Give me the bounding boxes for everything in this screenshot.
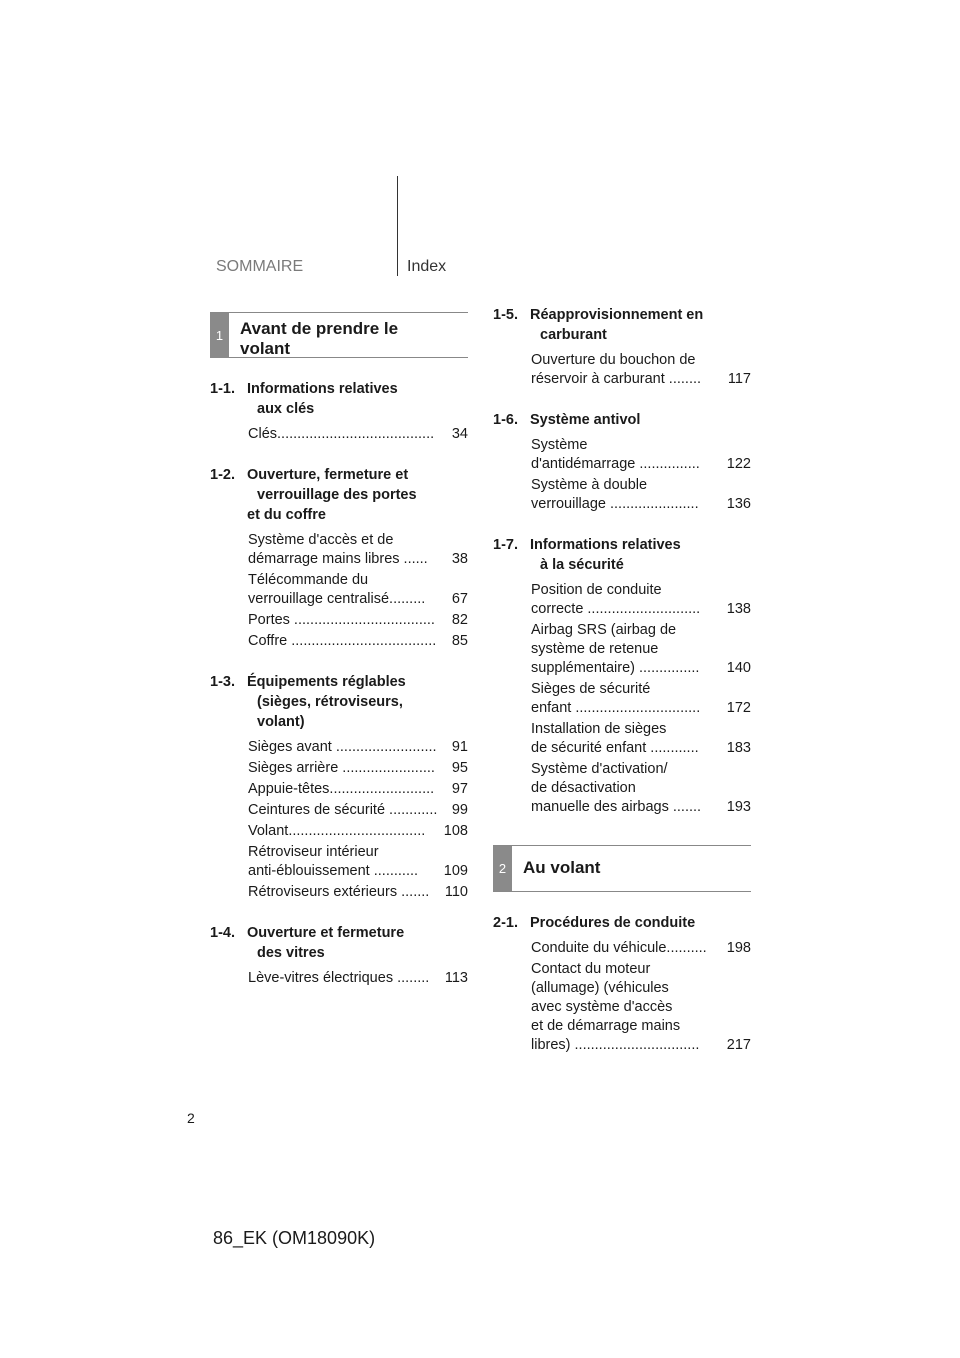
entry-label: Portes ................................... [248,612,435,628]
toc-entry[interactable] [248,425,468,444]
section-1-7 [493,535,751,817]
entry-page-number: 67 [451,591,468,607]
section-title: Réapprovisionnement en [530,307,704,323]
entry-page-number: 138 [726,601,751,617]
section-heading [493,535,751,575]
entry-label: Clés....................................... [248,426,435,442]
chapter-2-header[interactable] [493,845,751,892]
entry-page-number: 198 [726,940,751,956]
section-number: 1-5. [493,307,518,323]
toc-entry[interactable] [531,939,751,958]
entry-page-number: 34 [451,426,468,442]
toc-entry[interactable] [248,571,468,609]
toc-entry[interactable] [531,960,751,1055]
entry-page-number: 108 [443,823,468,839]
section-number: 1-3. [210,674,235,690]
section-1-4 [210,923,468,988]
entry-label: Position de conduite correcte ............................ [531,582,701,617]
entry-page-number: 172 [726,700,751,716]
section-title-cont: (sièges, rétroviseurs, [257,694,403,710]
entry-label: Système d'accès et de démarrage mains libres ...... [248,532,428,567]
entry-page-number: 97 [451,781,468,797]
entry-page-number: 122 [726,456,751,472]
toc-entry[interactable] [248,822,468,841]
sommaire-link[interactable]: SOMMAIRE [216,258,304,275]
section-title: Système antivol [530,412,641,428]
toc-entry[interactable] [248,780,468,799]
entry-label: Rétroviseur intérieur anti-éblouissement ........... [248,844,419,879]
section-number: 1-7. [493,537,518,553]
section-title: Procédures de conduite [530,915,696,931]
toc-entry[interactable] [248,759,468,778]
entry-label: Système d'antidémarrage ............... [531,437,700,472]
entry-label: Coffre .................................... [248,633,437,649]
toc-entry[interactable] [248,531,468,569]
section-title: Informations relatives [247,381,398,397]
entry-label: Volant.................................. [248,823,426,839]
toc-right-column [493,305,751,1057]
entry-label: Lève-vitres électriques ........ [248,970,430,986]
section-title: Informations relatives [530,537,681,553]
entry-label: Conduite du véhicule.......... [531,940,707,956]
chapter-1-header[interactable] [210,312,468,358]
page-number: 2 [187,1110,195,1126]
document-code: 86_EK (OM18090K) [213,1228,376,1248]
section-1-6 [493,410,751,514]
entry-label: Installation de sièges de sécurité enfant ............ [531,721,699,756]
entry-page-number: 140 [726,660,751,676]
section-heading [493,913,751,933]
entry-label: Appuie-têtes.......................... [248,781,435,797]
toc-entry[interactable] [531,621,751,678]
toc-entry[interactable] [248,843,468,881]
section-1-1 [210,379,468,444]
entry-label: Système d'activation/ de désactivation manuelle des airbags ....... [531,761,702,815]
section-heading [210,379,468,419]
toc-entry[interactable] [531,680,751,718]
toc-entry[interactable] [248,632,468,651]
entry-label: Sièges de sécurité enfant ............................... [531,681,701,716]
toc-entry[interactable] [531,476,751,514]
section-title: Équipements réglables [247,674,406,690]
toc-entry[interactable] [248,801,468,820]
section-title-cont: à la sécurité [540,557,624,573]
toc-entry[interactable] [248,738,468,757]
section-1-3 [210,672,468,902]
toc-entry[interactable] [248,969,468,988]
section-number: 1-2. [210,467,235,483]
section-title-cont: carburant [540,327,607,343]
entry-page-number: 82 [451,612,468,628]
section-heading [210,672,468,732]
entry-page-number: 99 [451,802,468,818]
toc-entry[interactable] [531,720,751,758]
toc-entry[interactable] [248,611,468,630]
section-2-1 [493,913,751,1055]
toc-entry[interactable] [531,760,751,817]
section-heading [210,465,468,525]
toc-entry[interactable] [248,883,468,902]
entry-label: Ceintures de sécurité ............ [248,802,438,818]
section-1-2 [210,465,468,651]
entry-page-number: 183 [726,740,751,756]
section-title-cont: verrouillage des portes [257,487,417,503]
section-heading [493,305,751,345]
index-link[interactable]: Index [407,258,447,275]
entry-page-number: 217 [726,1037,751,1053]
section-heading [210,923,468,963]
section-title: Ouverture et fermeture [247,925,405,941]
toc-left-column [210,305,468,990]
entry-label: Sièges avant ......................... [248,739,437,755]
entry-label: Ouverture du bouchon de réservoir à carburant ........ [531,352,702,387]
entry-page-number: 109 [443,863,468,879]
entry-label: Contact du moteur (allumage) (véhicules avec système d'accès et de démarrage mains libres) ............................... [531,961,700,1053]
section-number: 2-1. [493,915,518,931]
section-title-cont: des vitres [257,945,325,961]
chapter-title: Au volant [523,858,601,877]
toc-entry[interactable] [531,581,751,619]
toc-entry[interactable] [531,436,751,474]
section-title-cont: aux clés [257,401,315,417]
section-number: 1-1. [210,381,235,397]
entry-page-number: 110 [444,884,468,900]
section-number: 1-4. [210,925,235,941]
entry-page-number: 91 [451,739,468,755]
entry-label: Rétroviseurs extérieurs ....... [248,884,430,900]
chapter-tab: 1 [210,313,229,358]
entry-page-number: 117 [727,371,751,387]
entry-page-number: 113 [444,970,468,986]
entry-page-number: 193 [726,799,751,815]
section-title-cont: et du coffre [247,507,326,523]
entry-label: Sièges arrière ....................... [248,760,435,776]
section-number: 1-6. [493,412,518,428]
chapter-title: Avant de prendre le volant [240,319,399,358]
entry-label: Airbag SRS (airbag de système de retenue supplémentaire) ............... [531,622,700,676]
section-1-5 [493,305,751,389]
entry-label: Système à double verrouillage ...................... [531,477,699,512]
toc-entry[interactable] [531,351,751,389]
section-title-cont: volant) [257,714,305,730]
entry-label: Télécommande du verrouillage centralisé......... [248,572,426,607]
entry-page-number: 38 [451,551,468,567]
section-title: Ouverture, fermeture et [247,467,409,483]
chapter-tab: 2 [493,846,512,891]
entry-page-number: 136 [726,496,751,512]
section-heading [493,410,751,430]
entry-page-number: 95 [451,760,468,776]
nav-divider [397,176,398,276]
entry-page-number: 85 [451,633,468,649]
